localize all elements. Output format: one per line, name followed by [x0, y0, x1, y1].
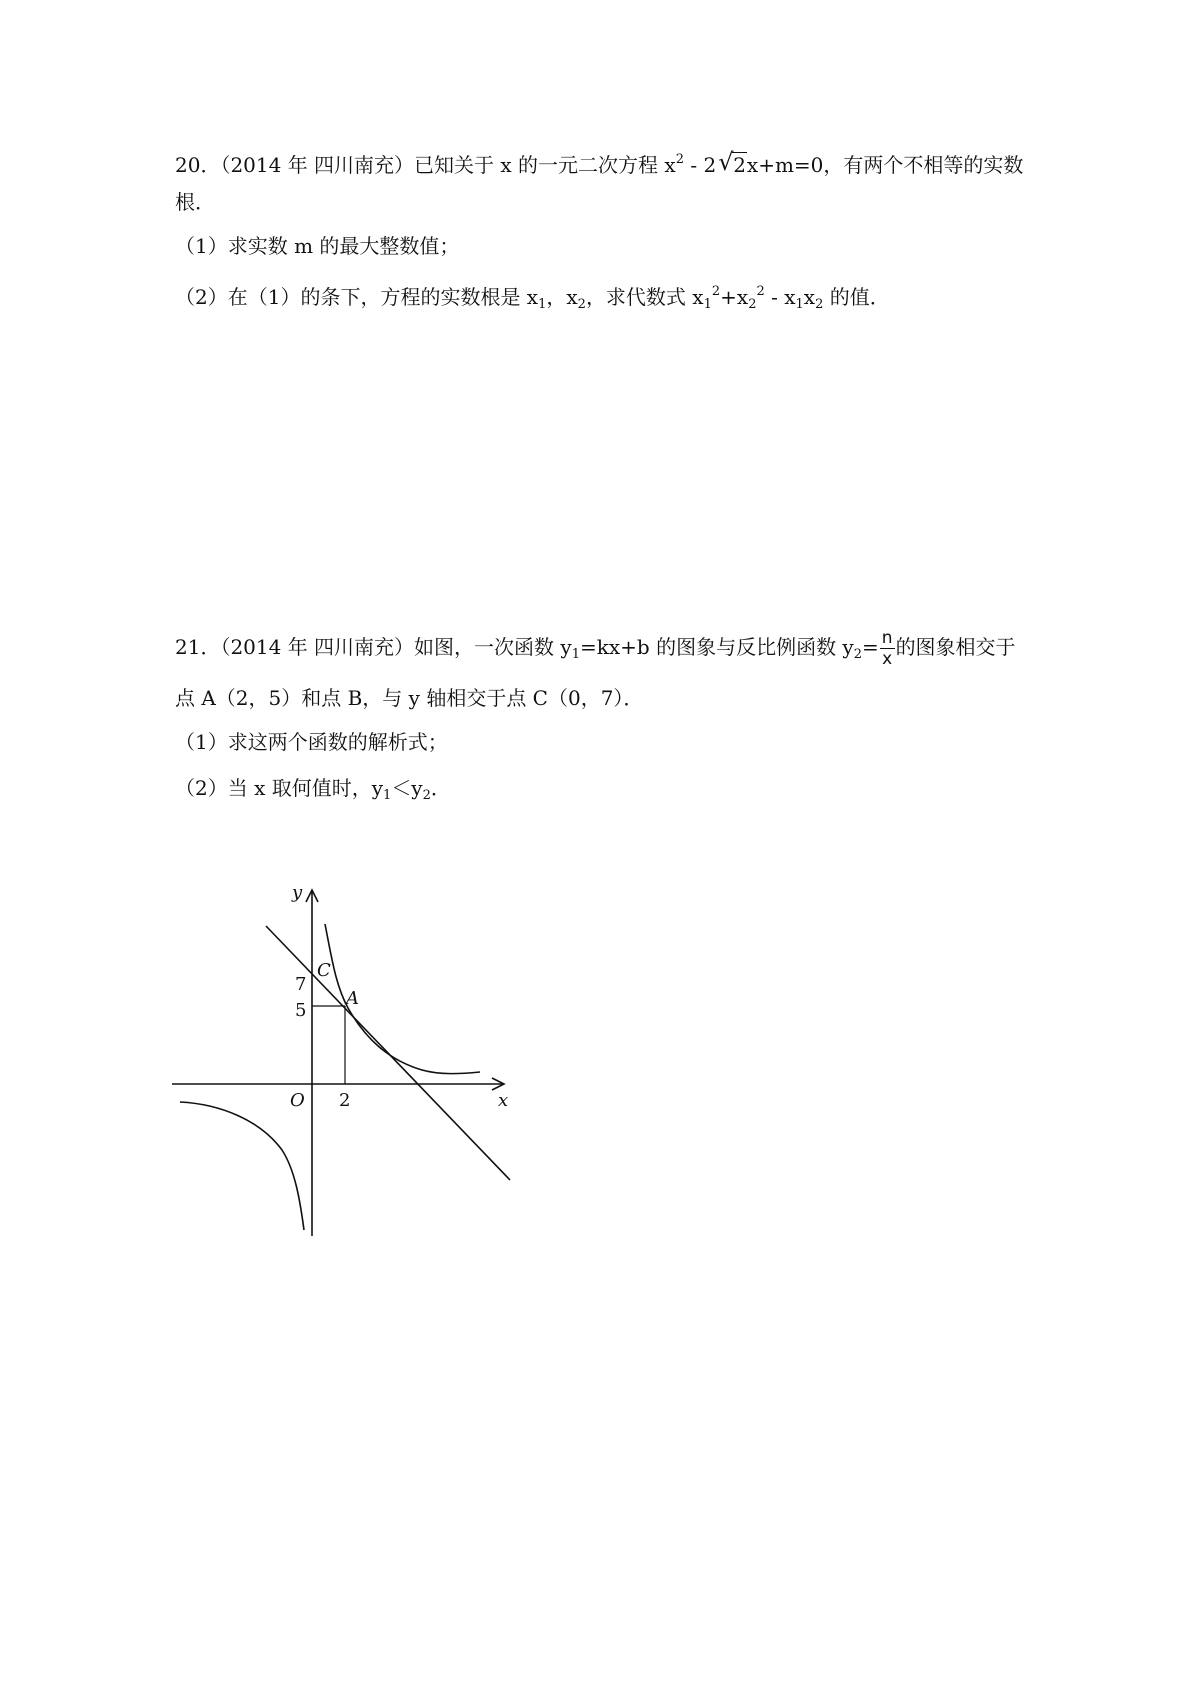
- q21-part-2-text: ＜y: [391, 776, 423, 800]
- q20-part-2-text: x: [803, 285, 816, 309]
- origin-label: O: [290, 1090, 305, 1111]
- exponent: 2: [756, 284, 765, 299]
- q20-part-1-text: （1）求实数 m 的最大整数值；: [175, 234, 460, 258]
- exponent: 2: [675, 152, 684, 167]
- q21-part-1: [175, 728, 448, 756]
- subscript: 2: [815, 297, 824, 312]
- q20-text: 根．: [175, 190, 215, 214]
- q21-text: 21．（2014 年 四川南充）如图，一次函数 y: [175, 635, 572, 659]
- subscript: 2: [853, 647, 863, 662]
- q20-text: 20．（2014 年 四川南充）已知关于 x 的一元二次方程 x: [175, 153, 676, 177]
- square-root: [718, 148, 747, 179]
- q20-text: - 2: [683, 153, 717, 177]
- subscript: 1: [538, 297, 547, 312]
- axis-label-y: y: [292, 882, 303, 903]
- tick-label-x-2: 2: [339, 1090, 351, 1111]
- hyperbola-branch-left: [180, 1102, 304, 1230]
- q20-part-2-text: ，x: [546, 285, 578, 309]
- subscript: 1: [795, 297, 804, 312]
- fraction-denominator: x: [882, 649, 893, 669]
- q21-text: =kx+b 的图象与反比例函数 y: [580, 635, 854, 659]
- exponent: 2: [711, 284, 721, 299]
- subscript: 2: [422, 788, 431, 803]
- q20-part-2-text: （2）在（1）的条下，方程的实数根是 x: [175, 285, 539, 309]
- q20-part-2-text: ，求代数式 x: [585, 285, 704, 309]
- q20-part-2-text: - x: [764, 285, 796, 309]
- q20-part-2-text: +x: [720, 285, 749, 309]
- axis-label-x: x: [498, 1090, 509, 1111]
- q21-part-1-text: （1）求这两个函数的解析式；: [175, 730, 448, 754]
- figure-lines: [172, 890, 510, 1236]
- radical-sign: √: [718, 148, 734, 176]
- subscript: 1: [703, 297, 712, 312]
- q20-text: x+m=0，有两个不相等的实数: [746, 153, 1024, 177]
- q21-part-2: [175, 774, 451, 810]
- q21-text: 点 A（2，5）和点 B，与 y 轴相交于点 C（0，7）．: [175, 686, 644, 710]
- q20-part-2-text: 的值．: [823, 285, 890, 309]
- point-label-a: A: [346, 988, 359, 1009]
- subscript: 1: [571, 647, 580, 662]
- q21-line-2: [175, 684, 643, 712]
- q21-text: 的图象相交于: [895, 635, 1016, 659]
- fraction: [880, 628, 895, 669]
- q21-part-2-text: ．: [430, 776, 451, 800]
- radicand: 2: [733, 153, 746, 177]
- tick-label-y-7: 7: [295, 974, 307, 995]
- q20-part-1: [175, 232, 459, 260]
- q21-text: =: [862, 635, 879, 659]
- point-label-c: C: [317, 960, 331, 981]
- q20-line-2: [175, 188, 215, 216]
- q21-part-2-text: （2）当 x 取何值时，y: [175, 776, 384, 800]
- tick-label-y-5: 5: [295, 1000, 307, 1021]
- q21-line-1: [175, 628, 1016, 669]
- q20-part-2: [175, 278, 890, 319]
- fraction-numerator: n: [881, 628, 893, 648]
- subscript: 2: [577, 297, 586, 312]
- function-graph-figure: [170, 880, 570, 1280]
- subscript: 1: [383, 788, 392, 803]
- q20-line-1: [175, 146, 1023, 179]
- subscript: 2: [748, 297, 757, 312]
